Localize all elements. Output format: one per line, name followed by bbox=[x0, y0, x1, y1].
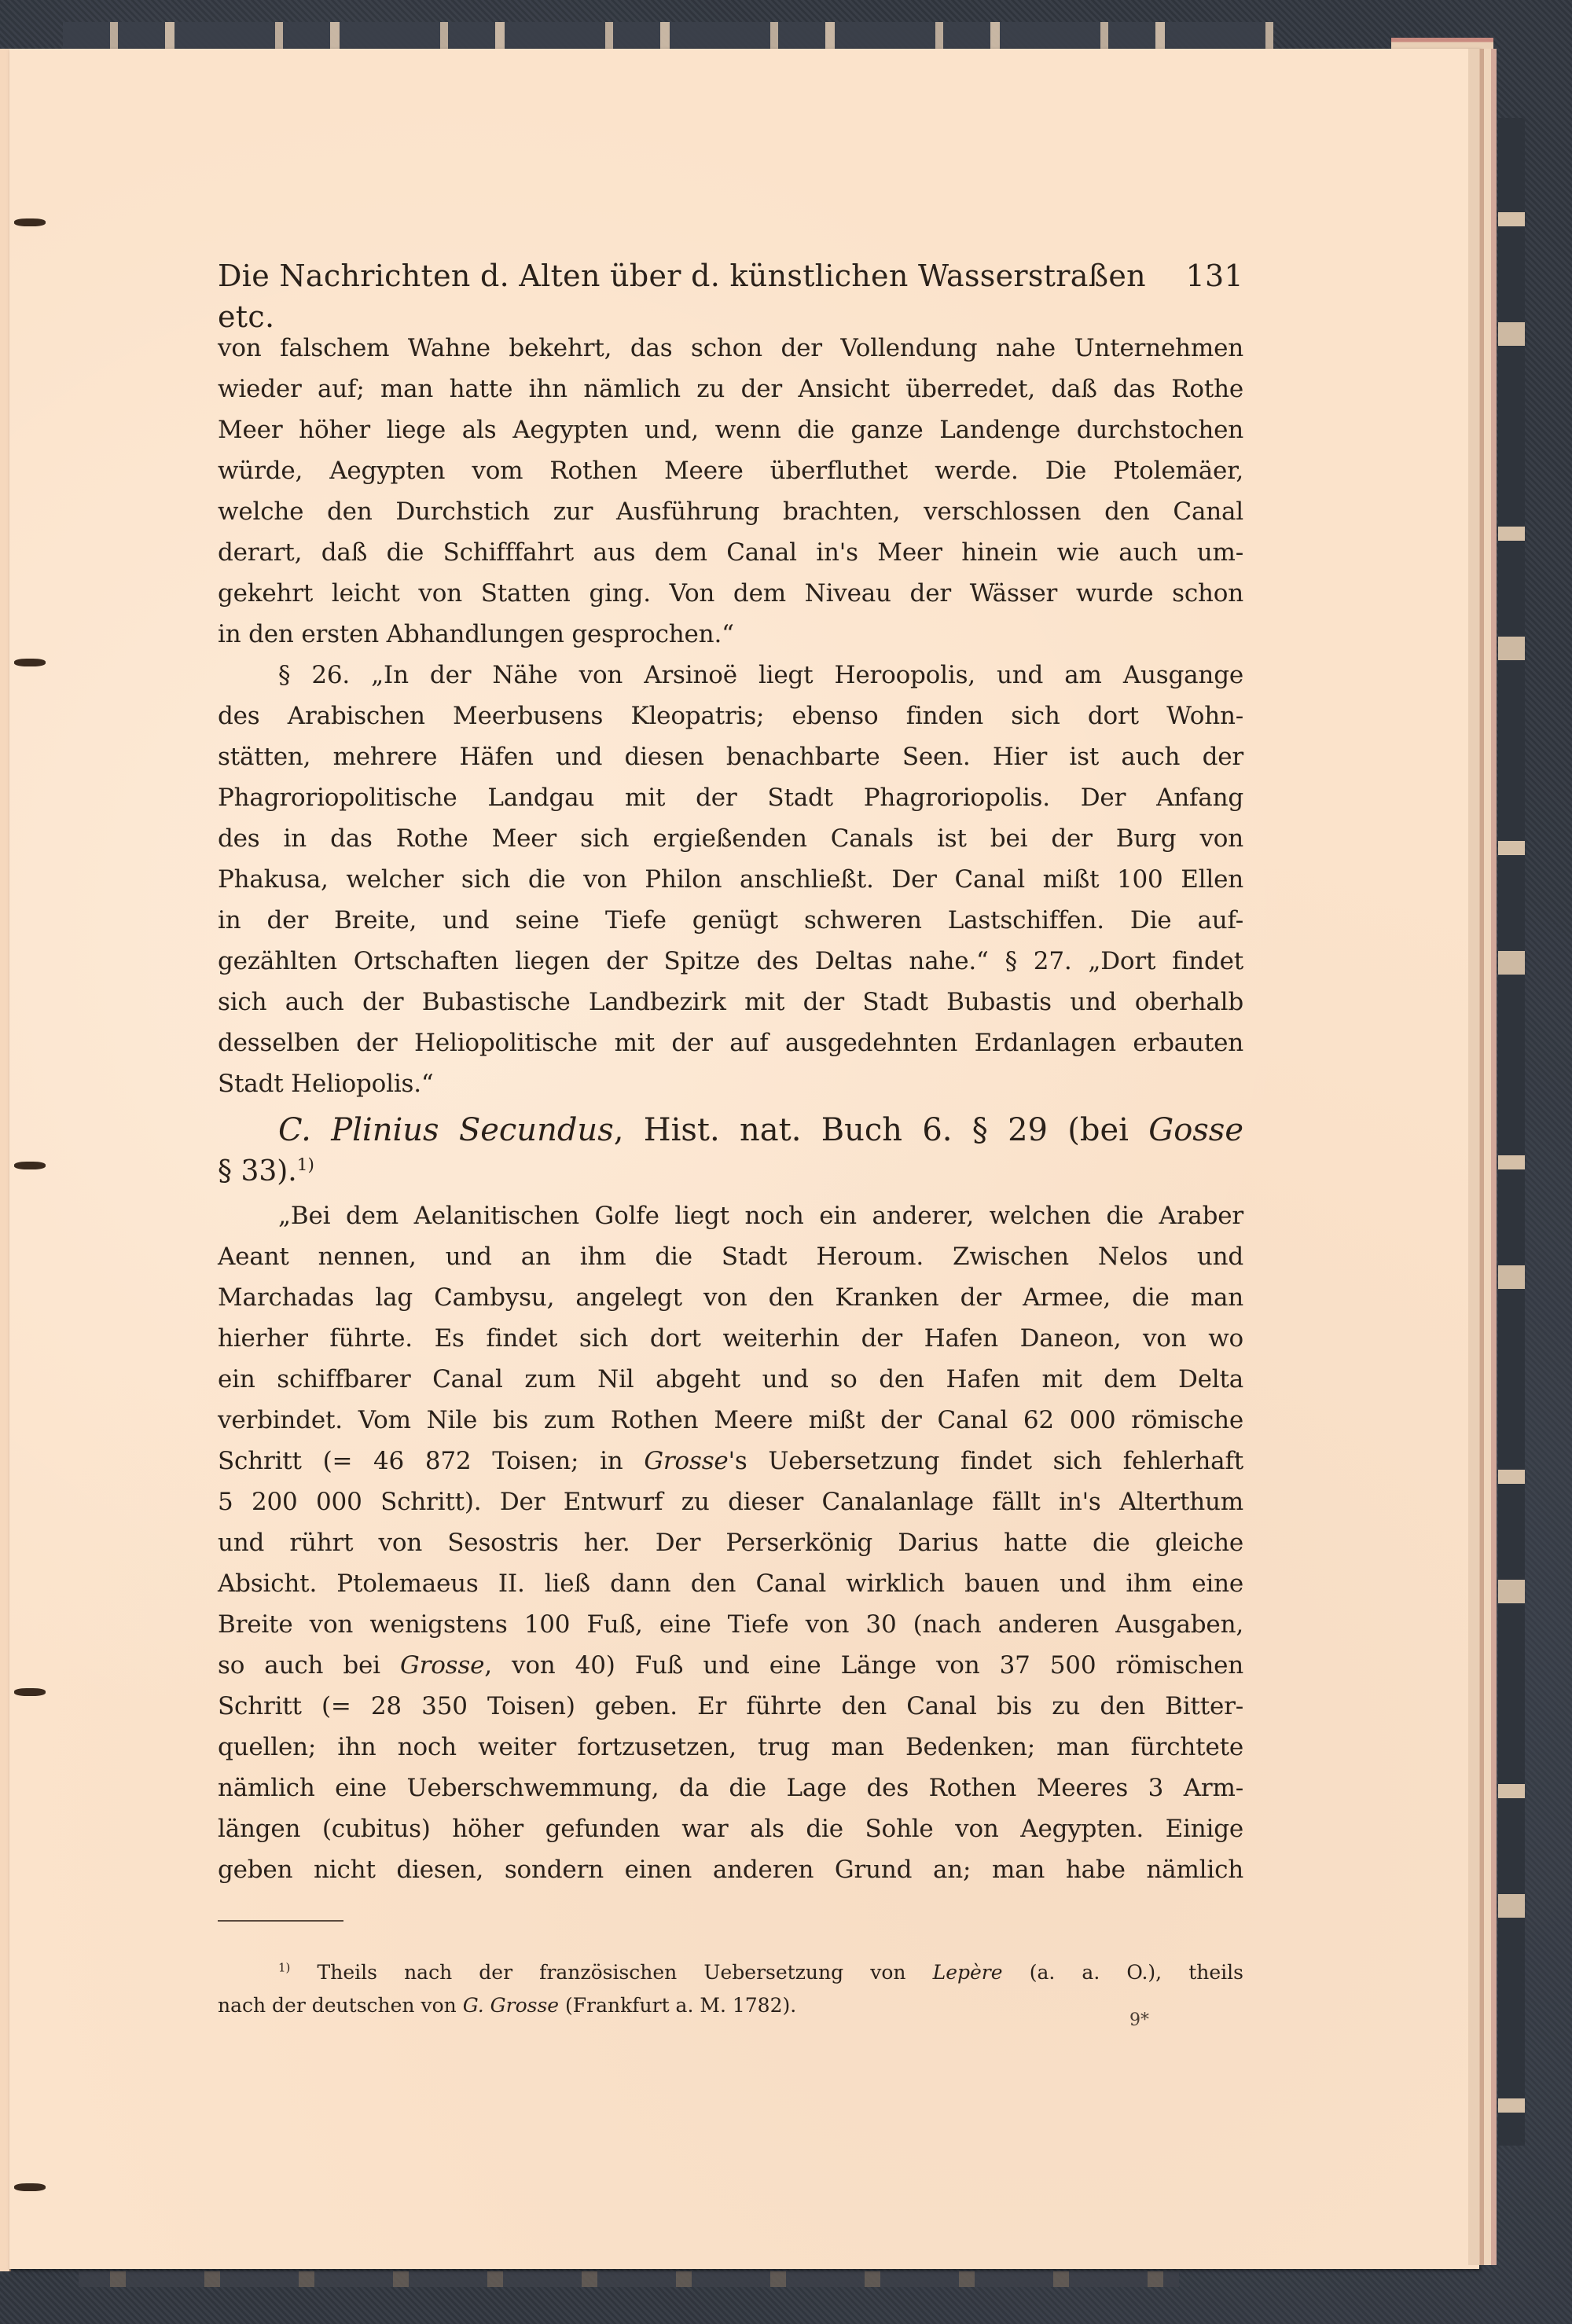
running-head-title: Die Nachrichten d. Alten über d. künstlichen Wasserstraßen etc. bbox=[218, 259, 1146, 334]
text-span: Theils nach der französischen Uebersetzung von bbox=[290, 1961, 933, 1984]
binding-mark bbox=[14, 2183, 46, 2191]
book-right-edge bbox=[1498, 118, 1525, 2146]
text-line: ein schiffbarer Canal zum Nil abgeht und so den Hafen mit dem Delta bbox=[218, 1365, 1243, 1393]
text-line: gekehrt leicht von Statten ging. Von dem Niveau der Wässer wurde schon bbox=[218, 579, 1243, 608]
text-line: Breite von wenigstens 100 Fuß, eine Tiefe von 30 (nach anderen Ausgaben, bbox=[218, 1610, 1243, 1639]
text-line: sich auch der Bubastische Landbezirk mit der Stadt Bubastis und oberhalb bbox=[218, 988, 1243, 1016]
footnote-line bbox=[218, 1956, 1243, 1989]
text-line: längen (cubitus) höher gefunden war als die Sohle von Aegypten. Einige bbox=[218, 1815, 1243, 1843]
page-content bbox=[218, 255, 1243, 2022]
text-line: und rührt von Sesostris her. Der Perserkönig Darius hatte die gleiche bbox=[218, 1529, 1243, 1557]
text-line: welche den Durchstich zur Ausführung brachten, verschlossen den Canal bbox=[218, 497, 1243, 526]
text-span: so auch bei bbox=[218, 1651, 401, 1680]
text-line: Schritt (= 28 350 Toisen) geben. Er führte den Canal bis zu den Bitter- bbox=[218, 1692, 1243, 1720]
heading-ref-section: § 33). bbox=[218, 1155, 297, 1188]
text-line: § 26. „In der Nähe von Arsinoë liegt Heroopolis, und am Ausgange bbox=[278, 661, 1243, 689]
text-line: Phagroriopolitische Landgau mit der Stadt Phagroriopolis. Der Anfang bbox=[218, 784, 1243, 812]
text-line: hierher führte. Es findet sich dort weiterhin der Hafen Daneon, von wo bbox=[218, 1324, 1243, 1353]
book-bottom-edge bbox=[79, 2271, 1179, 2287]
section-heading-line-2 bbox=[218, 1151, 1243, 1192]
text-line: in der Breite, und seine Tiefe genügt schweren Lastschiffen. Die auf- bbox=[218, 906, 1243, 934]
text-line: Meer höher liege als Aegypten und, wenn die ganze Landenge durchstochen bbox=[218, 416, 1243, 444]
page-stack-top bbox=[1391, 38, 1493, 49]
binding-mark bbox=[14, 218, 46, 226]
text-line: Phakusa, welcher sich die von Philon anschließt. Der Canal mißt 100 Ellen bbox=[218, 865, 1243, 894]
paragraph-1 bbox=[218, 328, 1243, 655]
text-line: quellen; ihn noch weiter fortzusetzen, trug man Bedenken; man fürchtete bbox=[218, 1733, 1243, 1761]
text-line: wieder auf; man hatte ihn nämlich zu der Ansicht überredet, daß das Rothe bbox=[218, 375, 1243, 403]
italic-name: G. Grosse bbox=[462, 1994, 560, 2017]
section-heading bbox=[218, 1109, 1243, 1151]
heading-work: , Hist. nat. Buch 6. § 29 (bei bbox=[613, 1112, 1149, 1148]
text-line: Absicht. Ptolemaeus II. ließ dann den Canal wirklich bauen und ihm eine bbox=[218, 1570, 1243, 1598]
heading-author: C. Plinius Secundus bbox=[278, 1112, 614, 1148]
footnote-reference[interactable]: 1) bbox=[296, 1155, 314, 1175]
text-span: 's Uebersetzung findet sich fehlerhaft bbox=[728, 1447, 1243, 1475]
binding-mark bbox=[14, 1688, 46, 1696]
text-line: desselben der Heliopolitische mit der auf ausgedehnten Erdanlagen erbauten bbox=[218, 1029, 1243, 1057]
text-line: gezählten Ortschaften liegen der Spitze des Deltas nahe.“ § 27. „Dort findet bbox=[218, 947, 1243, 975]
text-span: Schritt (= 46 872 Toisen; in bbox=[218, 1447, 645, 1475]
text-line: des in das Rothe Meer sich ergießenden Canals ist bei der Burg von bbox=[218, 824, 1243, 853]
binding-mark bbox=[14, 1162, 46, 1169]
paragraph-3 bbox=[218, 1195, 1243, 1890]
italic-name: Grosse bbox=[644, 1447, 729, 1475]
footnote-line bbox=[218, 1989, 1243, 2022]
italic-name: Grosse bbox=[400, 1651, 485, 1680]
text-line: des Arabischen Meerbusens Kleopatris; ebenso finden sich dort Wohn- bbox=[218, 702, 1243, 730]
text-line bbox=[218, 1645, 1243, 1686]
text-line: 5 200 000 Schritt). Der Entwurf zu dieser Canalanlage fällt in's Alterthum bbox=[218, 1488, 1243, 1516]
text-line: derart, daß die Schifffahrt aus dem Canal in's Meer hinein wie auch um- bbox=[218, 538, 1243, 567]
running-head bbox=[218, 255, 1243, 334]
binding-mark bbox=[14, 659, 46, 666]
text-line: geben nicht diesen, sondern einen anderen Grund an; man habe nämlich bbox=[218, 1856, 1243, 1884]
footnote-marker: 1) bbox=[278, 1960, 291, 1975]
text-line: nämlich eine Ueberschwemmung, da die Lage des Rothen Meeres 3 Arm- bbox=[218, 1774, 1243, 1802]
text-line: von falschem Wahne bekehrt, das schon der Vollendung nahe Unternehmen bbox=[218, 334, 1243, 362]
footnote bbox=[218, 1956, 1243, 2022]
text-line: Marchadas lag Cambysu, angelegt von den Kranken der Armee, die man bbox=[218, 1283, 1243, 1312]
footnote-divider bbox=[218, 1920, 343, 1922]
text-line: in den ersten Abhandlungen gesprochen.“ bbox=[218, 620, 734, 648]
text-span: (Frankfurt a. M. 1782). bbox=[559, 1994, 797, 2017]
text-line: stätten, mehrere Häfen und diesen benachbarte Seen. Hier ist auch der bbox=[218, 743, 1243, 771]
text-span: (a. a. O.), theils bbox=[1002, 1961, 1243, 1984]
paragraph-2 bbox=[218, 655, 1243, 1104]
text-line: Aeant nennen, und an ihm die Stadt Heroum. Zwischen Nelos und bbox=[218, 1243, 1243, 1271]
text-line: würde, Aegypten vom Rothen Meere überfluthet werde. Die Ptolemäer, bbox=[218, 457, 1243, 485]
text-span: , von 40) Fuß und eine Länge von 37 500 römischen bbox=[484, 1651, 1243, 1680]
text-span: nach der deutschen von bbox=[218, 1994, 463, 2017]
text-line: Stadt Heliopolis.“ bbox=[218, 1070, 434, 1098]
italic-name: Lepère bbox=[932, 1961, 1003, 1984]
page-stack-right bbox=[1468, 49, 1497, 2265]
text-line: verbindet. Vom Nile bis zum Rothen Meere mißt der Canal 62 000 römische bbox=[218, 1406, 1243, 1434]
signature-mark: 9* bbox=[1129, 2010, 1149, 2030]
page-number: 131 bbox=[1185, 259, 1243, 293]
text-line bbox=[218, 1441, 1243, 1481]
heading-ref-author: Gosse bbox=[1148, 1112, 1243, 1148]
text-line: „Bei dem Aelanitischen Golfe liegt noch ein anderer, welchen die Araber bbox=[278, 1202, 1243, 1230]
